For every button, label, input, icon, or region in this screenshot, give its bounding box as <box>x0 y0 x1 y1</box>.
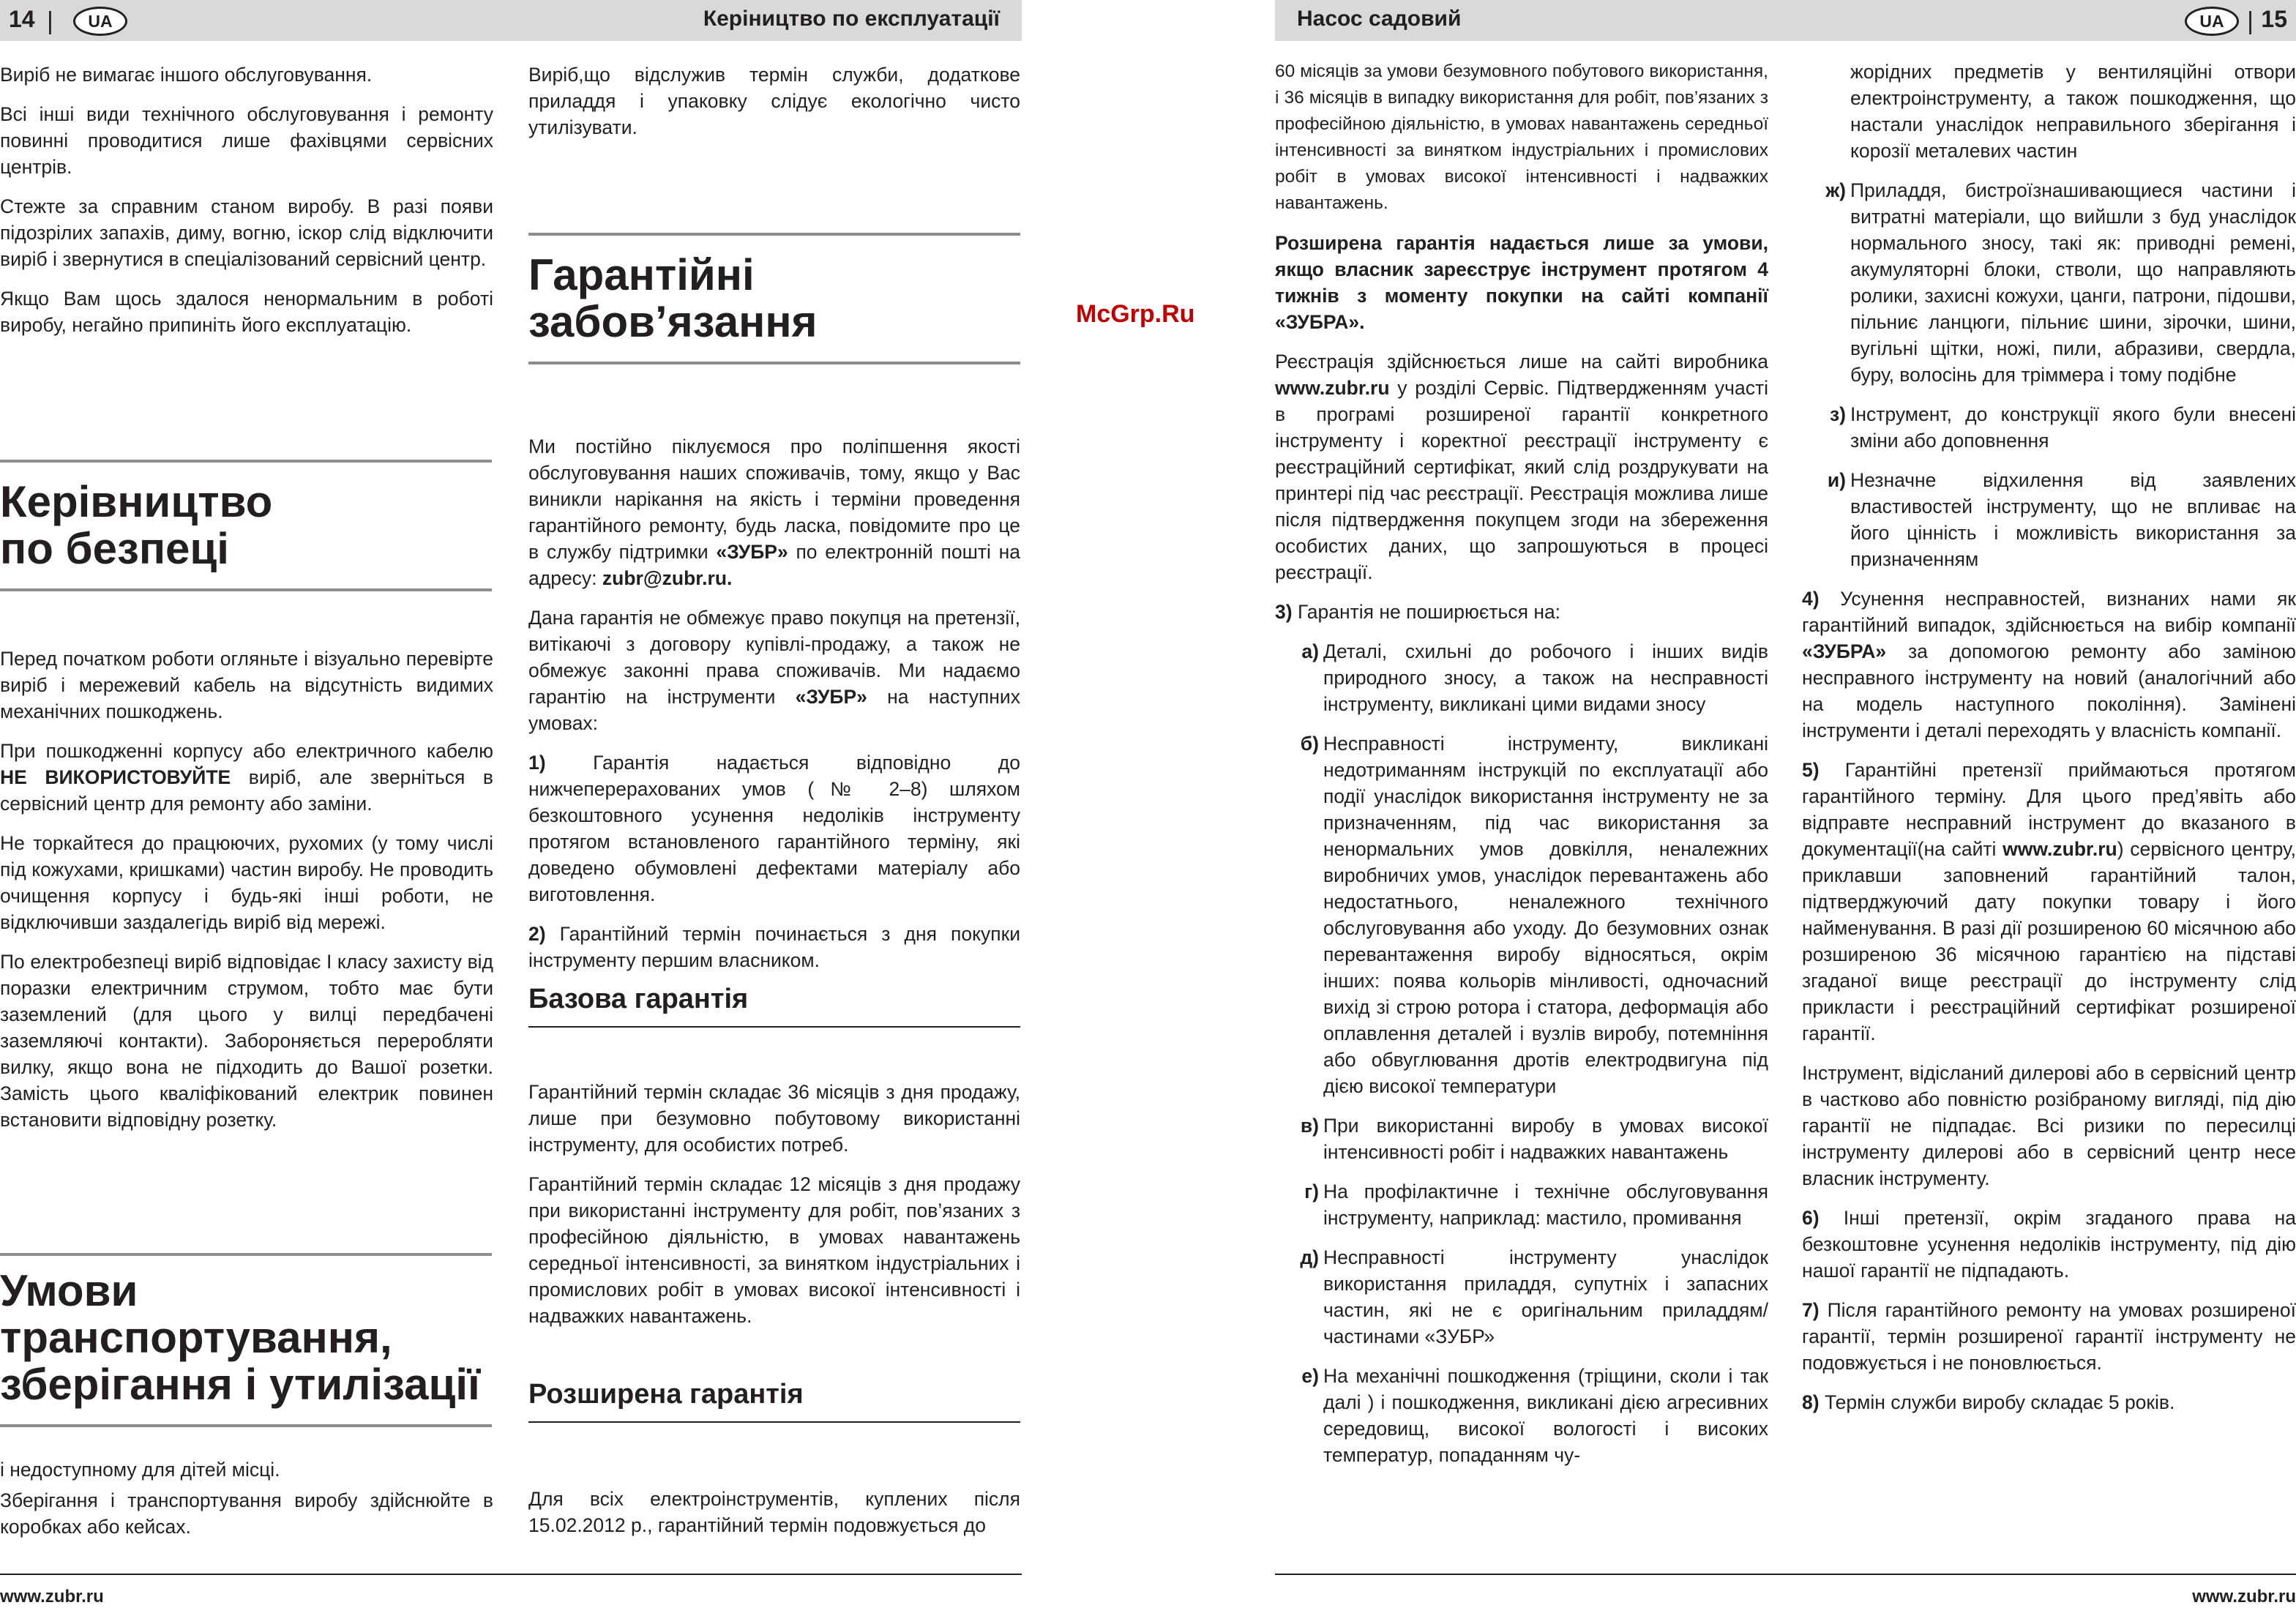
clause-number: 6) <box>1802 1207 1820 1229</box>
paragraph <box>1275 599 1768 625</box>
list-label: е) <box>1301 1365 1319 1387</box>
watermark: McGrp.Ru <box>1076 300 1195 328</box>
list-item <box>1275 638 1768 717</box>
list-label: ж) <box>1825 179 1846 201</box>
section-rule <box>0 1424 492 1427</box>
list-label: б) <box>1300 733 1319 755</box>
paragraph: Перед початком роботи огляньте і візуально перевірте виріб і мережевий кабель на відсутність видимих механічних пошкоджень. <box>0 648 493 722</box>
list-item <box>1275 730 1768 1099</box>
text: виріб, але зверніться в сервісний центр для ремонту або заміни. <box>0 766 493 815</box>
emphasis: НЕ ВИКОРИСТОВУЙТЕ <box>0 766 231 788</box>
section-rule <box>0 1253 492 1256</box>
heading-extended-warranty: Розширена гарантія <box>528 1379 804 1410</box>
list-item <box>1802 177 2296 388</box>
column-1 <box>0 61 493 351</box>
list-text: На механічні пошкодження (тріщини, сколи і так далі ) і пошкодження, викликані дією агресивних середовищ, високої вологості і високих температур, попаданням чу- <box>1323 1365 1768 1466</box>
text: Гарантійний термін починається з дня покупки інструменту першим власником. <box>528 923 1020 971</box>
list-label: и) <box>1827 469 1846 491</box>
paragraph: Виріб,що відслужив термін служби, додаткове приладдя і упаковку слідує екологічно чисто утилізувати. <box>528 64 1020 138</box>
list-text: Деталі, схильні до робочого і інших видів природного зносу, а також на несправності інструменту, викликані цими видами зносу <box>1323 640 1768 715</box>
emphasis: «ЗУБРА» <box>1802 640 1887 662</box>
heading-safety <box>0 479 272 572</box>
paragraph: Інструмент, відісланий дилерові або в сервісний центр в частково або повністю розібраному вигляді, під дію гарантії не підпадає. Всі ризики по пересилці інструменту дилерові або в сервісний центр несе власник інструменту. <box>1802 1062 2296 1189</box>
clause-number: 7) <box>1802 1299 1820 1321</box>
list-item <box>1275 1112 1768 1165</box>
clause-number: 3) <box>1275 601 1293 623</box>
list-text: жорідних предметів у вентиляційні отвори електроінструменту, а також пошкодження, що настали унаслідок неправильного зберігання і корозії металевих частин <box>1850 61 2296 162</box>
clause-number: 2) <box>528 923 546 945</box>
safety-text <box>0 646 493 1146</box>
text: Після гарантійного ремонту на умовах розширеної гарантії, термін розширеної гарантії інструменту не подовжується і не поновлюється. <box>1802 1299 2296 1374</box>
paragraph <box>528 749 1020 908</box>
header-divider: | <box>2247 7 2254 35</box>
clause-number: 1) <box>528 752 546 774</box>
page-number: 15 <box>2261 6 2287 32</box>
list-item <box>1802 401 2296 454</box>
list-text: Інструмент, до конструкції якого були внесені зміни або доповнення <box>1850 403 2296 452</box>
text: за допомогою ремонту або заміною несправного інструменту на новий (аналогічний або на модель наступного покоління). Замінені інструменти і деталі переходять у власність компанії. <box>1802 640 2296 741</box>
paragraph: Розширена гарантія надається лише за умови, якщо власник зареєструє інструмент протягом 4 тижнів з моменту покупки на сайті компанії «ЗУБРА». <box>1275 232 1768 333</box>
list-item <box>1275 1178 1768 1231</box>
section-rule <box>528 233 1020 236</box>
emphasis: «ЗУБР» <box>716 541 788 563</box>
text: Інші претензії, окрім згаданого права на безкоштовне усунення недоліків інструменту, під дію нашої гарантії не підпадають. <box>1802 1207 2296 1282</box>
clause-number: 5) <box>1802 759 1820 781</box>
website-link: www.zubr.ru <box>2003 838 2117 860</box>
subsection-rule <box>528 1421 1020 1423</box>
right-page-header <box>1275 0 2296 41</box>
paragraph: Всі інші види технічного обслуговування і ремонту повинні проводитися лише фахівцями сервісних центрів. <box>0 103 493 178</box>
paragraph: Не торкайтеся до працюючих, рухомих (у тому числі під кожухами, кришками) частин виробу. Не проводить очищення корпусу і будь-які інші роботи, не відключивши заздалегідь виріб від мережі. <box>0 832 493 933</box>
paragraph: Якщо Вам щось здалося ненормальним в роботі виробу, негайно припиніть його експлуатацію. <box>0 288 493 336</box>
heading-line: Гарантійні <box>528 250 755 299</box>
heading-warranty <box>528 252 818 345</box>
transport-text <box>0 1456 493 1553</box>
paragraph <box>1802 1205 2296 1284</box>
warranty-text <box>528 433 1020 987</box>
heading-line: Керівництво <box>0 477 273 526</box>
text: Дана гарантія не обмежує право покупця на претензії, витікаючі з договору купівлі-продажу, а також не обмежує законні права споживачів. Ми надаємо гарантію на інструменти <box>528 607 1020 708</box>
list-label: в) <box>1300 1115 1319 1137</box>
paragraph: Для всіх електроінструментів, куплених після 15.02.2012 р., гарантійний термін подовжується до <box>528 1488 1020 1536</box>
basic-warranty-text <box>528 1079 1020 1342</box>
footer-rule <box>1275 1574 2296 1575</box>
column-3 <box>1275 59 1768 1481</box>
heading-transport <box>0 1268 480 1408</box>
heading-line: зберігання і утилізації <box>0 1360 480 1409</box>
heading-line: по безпеці <box>0 524 229 573</box>
list-label <box>1802 59 1850 164</box>
list-label: з) <box>1830 403 1846 425</box>
paragraph: 60 місяців за умови безумовного побутового використання, і 36 місяців в випадку використання для робіт, пов’язаних з професійною діяльністю, в умовах навантажень середньої інтенсивності за винятком індустріальних і промислових робіт в умовах високої інтенсивності і надважких навантажень. <box>1275 61 1768 213</box>
paragraph: Стежте за справним станом виробу. В разі появи підозрілих запахів, диму, вогню, іскор слід відключити виріб і звернутися в спеціалізований сервісний центр. <box>0 195 493 270</box>
column-2 <box>528 61 1020 154</box>
text: Реєстрація здійснюється лише на сайті виробника <box>1275 351 1768 373</box>
header-title: Керіництво по експлуатації <box>703 7 1000 31</box>
list-text: Несправності інструменту унаслідок використання приладдя, супутніх і запасних частин, які не є оригінальним приладдям/частинами «ЗУБР» <box>1323 1246 1768 1347</box>
text: на наступних умовах: <box>528 686 1020 734</box>
list-text: При використанні виробу в умовах високої інтенсивності робіт і надважких навантажень <box>1323 1115 1768 1163</box>
footer-link[interactable]: www.zubr.ru <box>2192 1587 2296 1606</box>
list-text: Незначне відхилення від заявлених властивостей інструменту, що не впливає на його цінність і можливість використання за призначенням <box>1850 469 2296 570</box>
list-text: Несправності інструменту, викликані недотриманням інструкцій по експлуатації або події унаслідок використання інструменту не за призначенням, під час використання за ненормальних умов довкілля, неналежних виробничих умов, унаслідок перевантажень або недостатнього, неналежного технічного обслуговування або уходу. До безумовних ознак перевантаження виробу відносяться, окрім інших: поява кольорів мінливості, одночасний вихід зі строю ротора і статора, деформація або оплавлення деталей і вузлів виробу, потемніння або обвуглювання дротів електродвигуна під дією високої температури <box>1323 733 1768 1097</box>
text: ) сервісного центру, приклавши заповнений гарантійний талон, підтверджуючий дату покупки товару і його найменування. В разі дії розширеною 60 місячною або розширеною 36 місячною гарантією на підставі згаданої вище реєстрації до інструменту слід прикласти і реєстраційний сертифікат розширеної гарантії. <box>1802 838 2296 1044</box>
paragraph <box>1802 1297 2296 1376</box>
text: по електронній пошті на адресу: <box>528 541 1020 589</box>
list-item-continued <box>1802 59 2296 164</box>
text: Термін служби виробу складає 5 років. <box>1819 1391 2175 1413</box>
heading-line: транспортування, <box>0 1313 392 1362</box>
subsection-rule <box>528 1026 1020 1028</box>
list-item <box>1275 1244 1768 1350</box>
heading-basic-warranty: Базова гарантія <box>528 984 749 1014</box>
paragraph: По електробезпеці виріб відповідає I класу захисту від поразки електричним струмом, тобто має бути заземлений (для цього у вилці передбачені заземляючі контакти). Забороняється переробляти вилку, якщо вона не підходить до Вашої розетки. Замість цього кваліфікований електрик повинен встановити відповідну розетку. <box>0 951 493 1131</box>
exclusions-list <box>1802 177 2296 572</box>
list-label: г) <box>1304 1181 1319 1202</box>
clause-number: 4) <box>1802 588 1820 610</box>
text: у розділі Сервіс. Підтвердженням участі в програмі розширеної гарантії конкретного інструменту і коректної реєстрації інструменту є реєстраційний сертифікат, який слід роздрукувати на принтері під час реєстрації. Реєстрація можлива лише після підтвердження покупцем згоди на збереження особистих даних, що запрошуються в процесі реєстрації. <box>1275 377 1768 583</box>
text: Гарантія не поширюється на: <box>1292 601 1561 623</box>
paragraph: і недоступному для дітей місці. <box>0 1459 280 1481</box>
text: Гарантія надається відповідно до нижчеперерахованих умов (№ 2–8) шляхом безкоштовного усунення недоліків інструменту протягом встановленого гарантійного терміну, які доведено обумовлені дефектами матеріалу або виготовлення. <box>528 752 1020 905</box>
paragraph <box>528 433 1020 591</box>
text: При пошкодженні корпусу або електричного кабелю <box>0 740 493 762</box>
extended-warranty-text <box>528 1486 1020 1552</box>
list-text: На профілактичне і технічне обслуговування інструменту, наприклад: мастило, промивання <box>1323 1181 1768 1229</box>
list-item <box>1802 467 2296 572</box>
heading-line: забов’язання <box>528 297 818 346</box>
paragraph: Виріб не вимагає іншого обслуговування. <box>0 64 373 86</box>
paragraph <box>1802 1389 2296 1415</box>
emphasis: «ЗУБР» <box>795 686 867 708</box>
left-page-header <box>0 0 1022 41</box>
paragraph: Зберігання і транспортування виробу здійснюйте в коробках або кейсах. <box>0 1489 493 1538</box>
paragraph <box>0 738 493 817</box>
exclusions-list <box>1275 638 1768 1468</box>
paragraph: Гарантійний термін складає 36 місяців з дня продажу, лише при безумовно побутовому використанні інструменту, для особистих потреб. <box>528 1081 1020 1156</box>
clause-number: 8) <box>1802 1391 1820 1413</box>
text: Ми постійно піклуємося про поліпшення якості обслуговування наших споживачів, тому, якщо у Вас виникли нарікання на якість і терміни проведення гарантійного ремонту, будь ласка, повідомите про це в службу підтримки <box>528 435 1020 563</box>
list-item <box>1275 1363 1768 1468</box>
email-address: zubr@zubr.ru. <box>602 567 733 589</box>
text: Усунення несправностей, визнаних нами як гарантійний випадок, здійснюється на вибір компанії <box>1802 588 2296 636</box>
header-title: Насос садовий <box>1297 7 1462 31</box>
paragraph <box>1802 757 2296 1047</box>
footer-rule <box>0 1574 1022 1575</box>
column-4 <box>1802 59 2296 1429</box>
page-number: 14 <box>9 6 35 32</box>
list-text: Приладдя, бистроїзнашивающиеся частини і витратні матеріали, що вийшли з буд унаслідок нормального зносу, такі як: приводні ремені, акумуляторні блоки, стволи, що направляють ролики, захисні кожухи, цанги, патрони, підошви, пільниє ланцюги, пільниє шини, зірочки, шини, вугільні щітки, ножі, пили, абразиви, свердла, буру, волосінь для тріммера і тому подібне <box>1850 179 2296 386</box>
list-label: а) <box>1301 640 1319 662</box>
paragraph <box>1802 586 2296 744</box>
paragraph <box>528 605 1020 736</box>
heading-line: Умови <box>0 1266 138 1315</box>
footer-link[interactable]: www.zubr.ru <box>0 1587 104 1606</box>
header-divider: | <box>47 7 53 35</box>
website-link: www.zubr.ru <box>1275 377 1390 399</box>
paragraph <box>1275 348 1768 586</box>
list-label: д) <box>1300 1246 1319 1268</box>
section-rule <box>0 460 492 463</box>
section-rule <box>528 362 1020 364</box>
paragraph: Гарантійний термін складає 12 місяців з дня продажу при використанні інструменту для робіт, пов’язаних з професійною діяльністю, в умовах навантажень середньої інтенсивності, за винятком індустріальних і промислових робіт в умовах високої інтенсивності і надважких навантажень. <box>528 1173 1020 1327</box>
paragraph <box>528 921 1020 973</box>
text: Гарантійні претензії приймаються протягом гарантійного терміну. Для цього пред’явіть або відправте несправний інструмент до вказаного в документації(на сайті <box>1802 759 2296 860</box>
section-rule <box>0 588 492 591</box>
lang-badge: UA <box>2185 7 2239 36</box>
lang-badge: UA <box>73 7 127 36</box>
